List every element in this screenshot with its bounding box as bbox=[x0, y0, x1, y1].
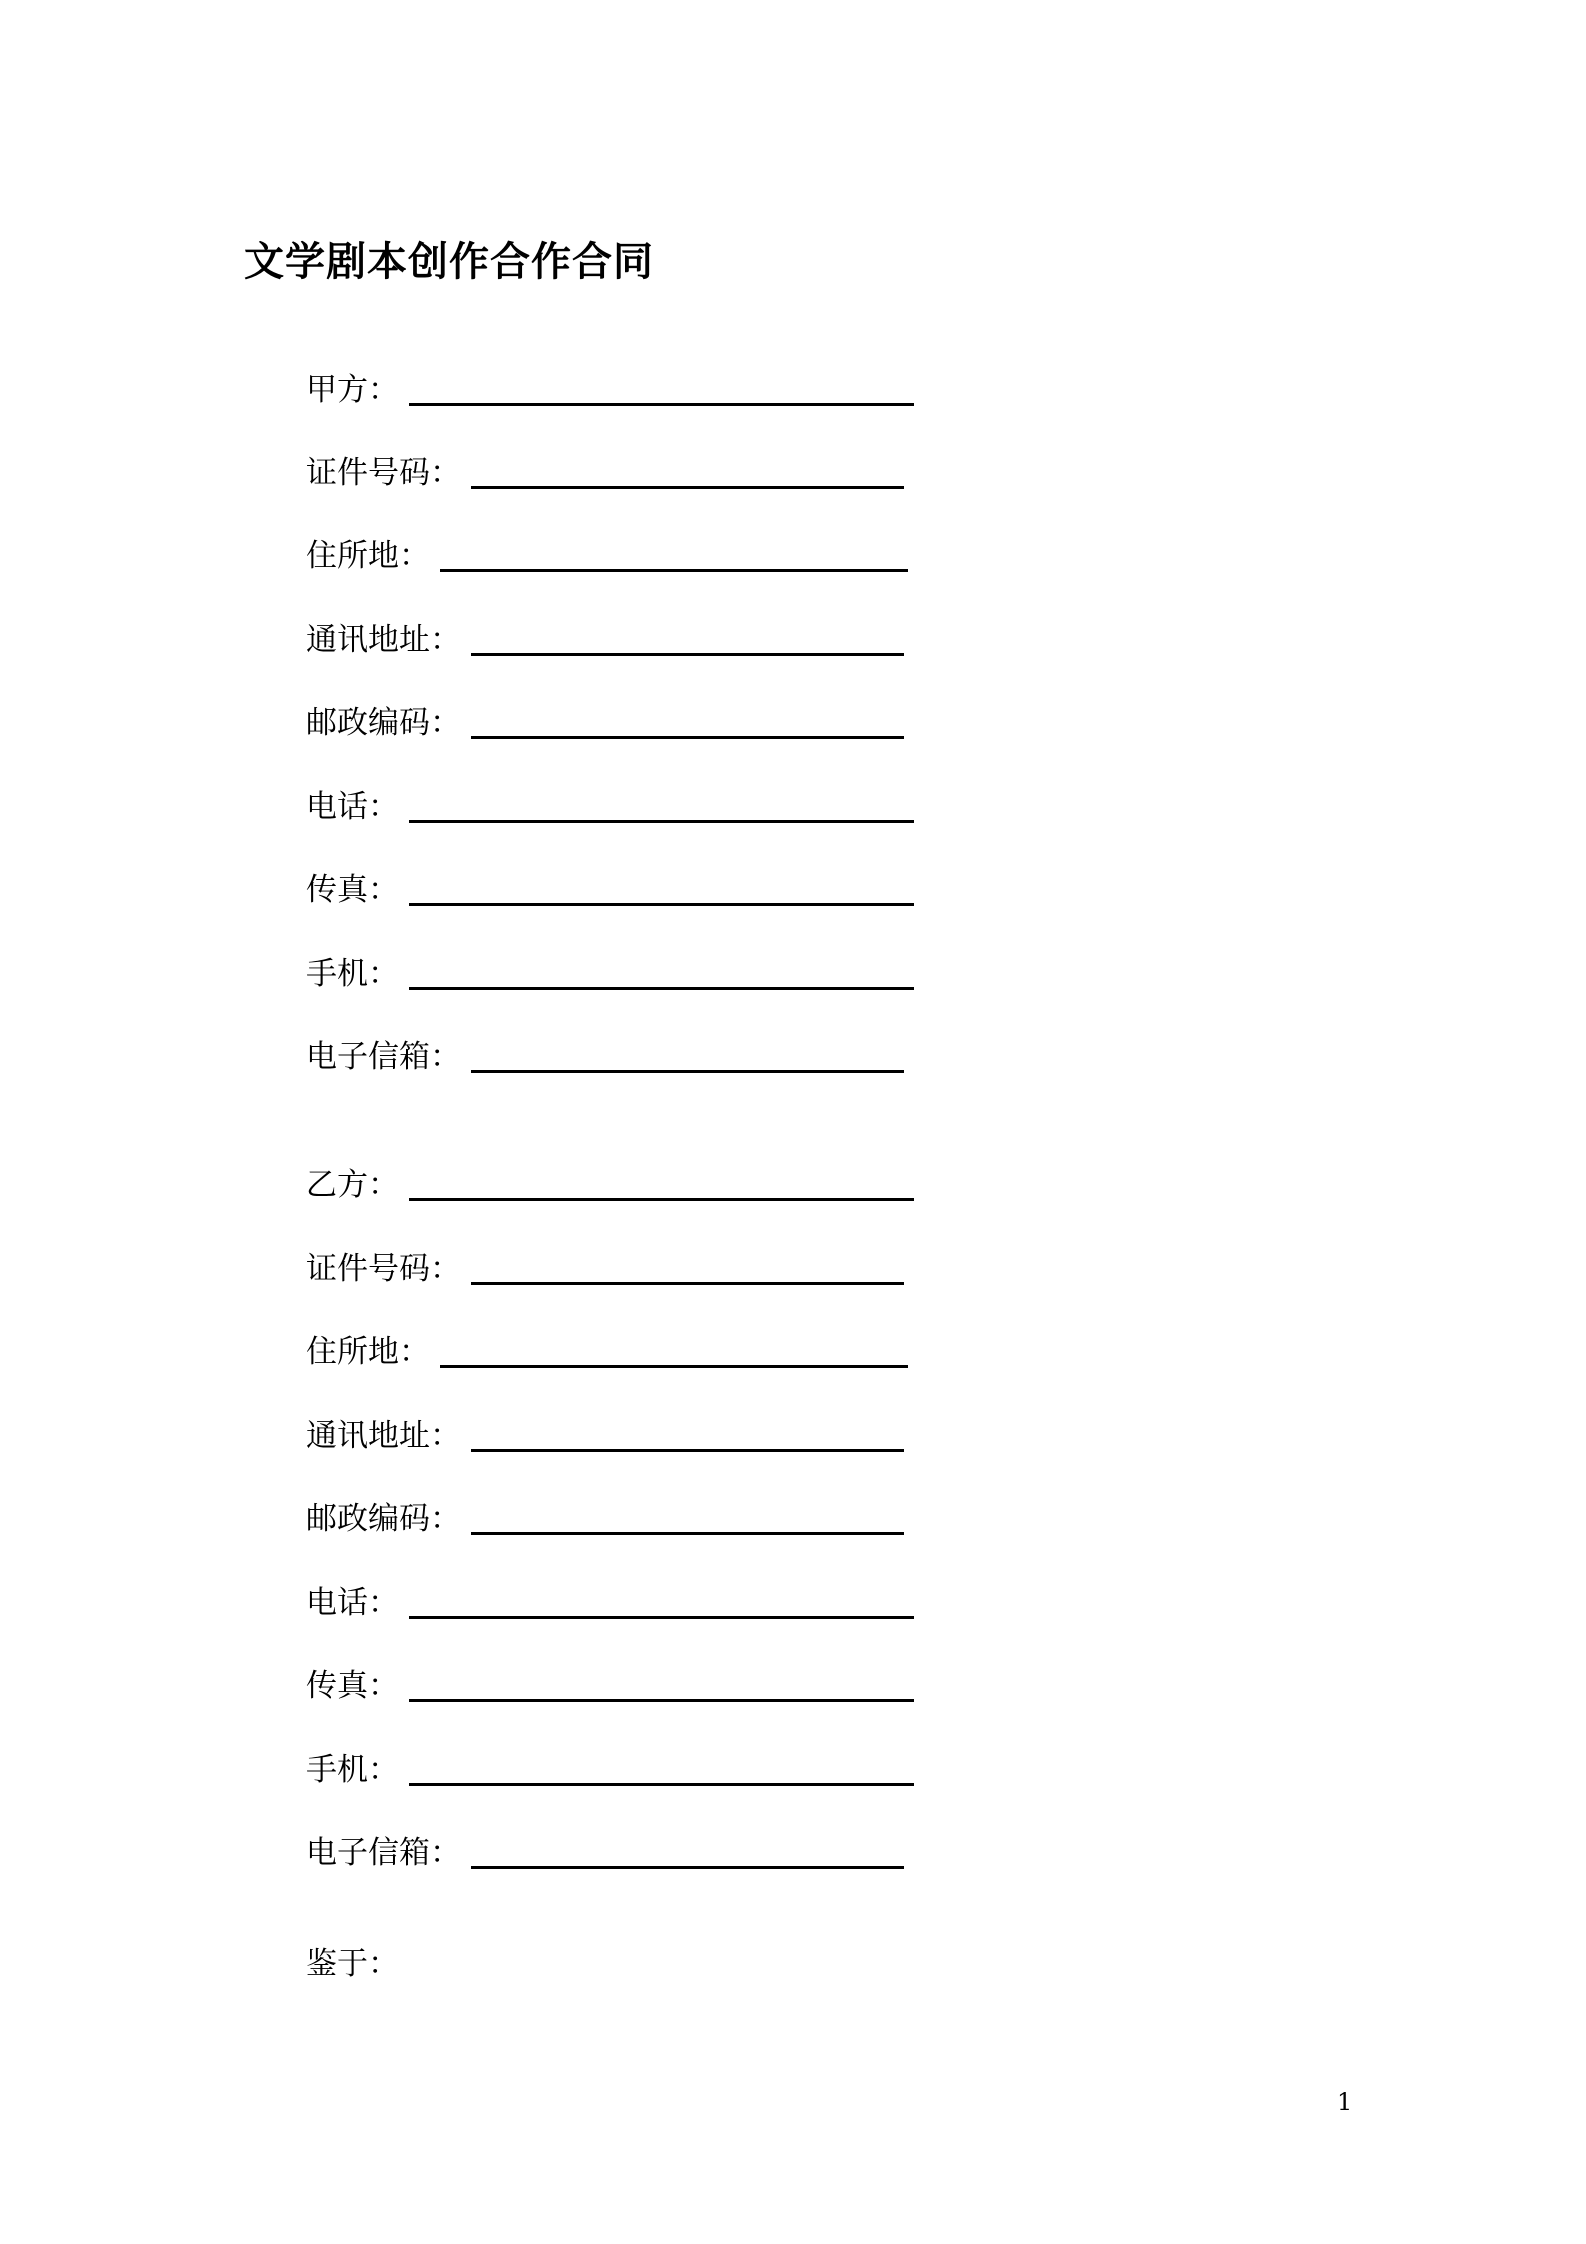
party-b-postal-code-field bbox=[306, 1491, 904, 1541]
fill-in-blank-line[interactable] bbox=[409, 403, 914, 406]
fill-in-blank-line[interactable] bbox=[471, 1532, 904, 1535]
fill-in-blank-line[interactable] bbox=[409, 820, 914, 823]
party-a-name-field bbox=[306, 362, 914, 412]
field-label: 甲方： bbox=[306, 372, 399, 408]
fill-in-blank-line[interactable] bbox=[471, 653, 904, 656]
party-a-mobile-field bbox=[306, 946, 914, 996]
party-b-fax-field bbox=[306, 1658, 914, 1708]
field-label: 手机： bbox=[306, 956, 399, 992]
field-label: 电子信箱： bbox=[306, 1039, 461, 1075]
document-title: 文学剧本创作合作合同 bbox=[244, 239, 654, 285]
fill-in-blank-line[interactable] bbox=[440, 569, 908, 572]
party-b-email-field bbox=[306, 1825, 904, 1875]
fill-in-blank-line[interactable] bbox=[471, 1282, 904, 1285]
field-label: 传真： bbox=[306, 1668, 399, 1704]
page-number: 1 bbox=[1337, 2088, 1353, 2116]
field-label: 电话： bbox=[306, 1585, 399, 1621]
field-label: 证件号码： bbox=[306, 1251, 461, 1287]
fill-in-blank-line[interactable] bbox=[440, 1365, 908, 1368]
fill-in-blank-line[interactable] bbox=[471, 736, 904, 739]
fill-in-blank-line[interactable] bbox=[471, 1866, 904, 1869]
fill-in-blank-line[interactable] bbox=[471, 486, 904, 489]
party-b-mobile-field bbox=[306, 1742, 914, 1792]
field-label: 乙方： bbox=[306, 1167, 399, 1203]
fill-in-blank-line[interactable] bbox=[409, 987, 914, 990]
party-b-residence-field bbox=[306, 1324, 908, 1374]
field-label: 电子信箱： bbox=[306, 1835, 461, 1871]
party-b-name-field bbox=[306, 1157, 914, 1207]
recital-heading: 鉴于： bbox=[306, 1946, 399, 1982]
field-label: 住所地： bbox=[306, 1334, 430, 1370]
party-b-phone-field bbox=[306, 1575, 914, 1625]
field-label: 通讯地址： bbox=[306, 1418, 461, 1454]
field-label: 传真： bbox=[306, 872, 399, 908]
fill-in-blank-line[interactable] bbox=[409, 1783, 914, 1786]
party-b-mailing-address-field bbox=[306, 1408, 904, 1458]
field-label: 住所地： bbox=[306, 538, 430, 574]
field-label: 通讯地址： bbox=[306, 622, 461, 658]
fill-in-blank-line[interactable] bbox=[409, 903, 914, 906]
fill-in-blank-line[interactable] bbox=[471, 1449, 904, 1452]
party-a-id-number-field bbox=[306, 445, 904, 495]
party-a-phone-field bbox=[306, 779, 914, 829]
party-b-id-number-field bbox=[306, 1241, 904, 1291]
party-a-email-field bbox=[306, 1029, 904, 1079]
field-label: 电话： bbox=[306, 789, 399, 825]
field-label: 邮政编码： bbox=[306, 705, 461, 741]
fill-in-blank-line[interactable] bbox=[409, 1616, 914, 1619]
field-label: 手机： bbox=[306, 1752, 399, 1788]
party-a-fax-field bbox=[306, 862, 914, 912]
party-a-postal-code-field bbox=[306, 695, 904, 745]
party-a-mailing-address-field bbox=[306, 612, 904, 662]
field-label: 邮政编码： bbox=[306, 1501, 461, 1537]
field-label: 证件号码： bbox=[306, 455, 461, 491]
fill-in-blank-line[interactable] bbox=[409, 1198, 914, 1201]
party-a-residence-field bbox=[306, 528, 908, 578]
fill-in-blank-line[interactable] bbox=[409, 1699, 914, 1702]
fill-in-blank-line[interactable] bbox=[471, 1070, 904, 1073]
